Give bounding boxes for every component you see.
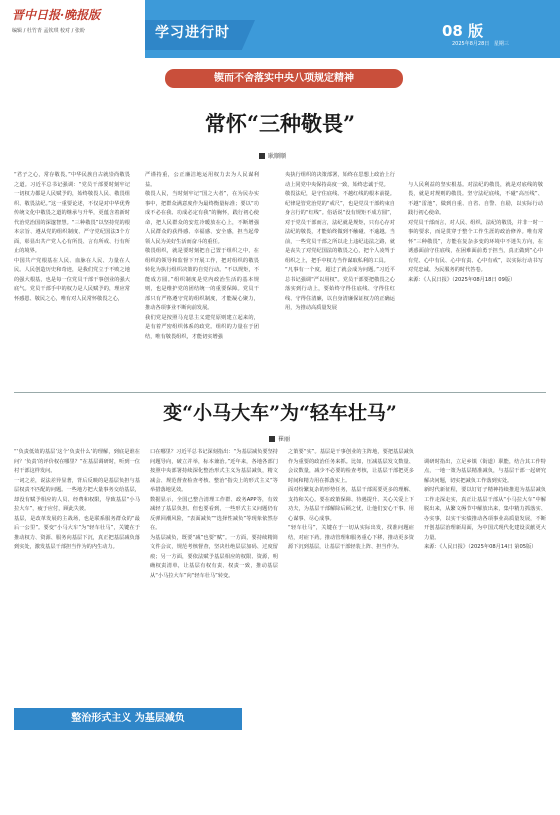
weekday-text: 星期三	[493, 41, 509, 47]
editors-line: 编辑 / 杜竹青 孟钦琪 校对 / 张盼	[12, 28, 85, 34]
article1-byline	[259, 151, 286, 160]
bottom-topic-bar: 整治形式主义 为基层减负	[14, 708, 242, 730]
article1-column-2: 严谨持重，公正廉洁地运用权力去为人民谋利益。 敬畏人民，当时刻牢记“国之大者”，在为民办实事中，把群众满意度作为最终衡量标准；要以“功成不必在我、功成必定有我”的胸怀，践行初心使命，把人民群众的安危冷暖放在心上，不断增强人民群众的获得感、幸福感、安全感，担当起带领人民为美好生活而奋斗的重任。 敬畏组织，就是要时刻把自己置于组织之中，在组织的领导和监督下开展工作，把对组织的敬畏转化为执行组织决策的自觉行动。“不以规矩，不能成方圆。”组织制度是党内政治生活的基本规则，也是维护党的团结统一的重要保障。党员干部只有严格遵守党的组织制度，才能凝心聚力，推动各项事业不断向前发展。 我们党是按照马克思主义建党原则建立起来的，是有着严密组织体系的政党。组织的力量在于团结，唯有敬畏组织，才能切实增强	[145, 172, 259, 340]
article1-source: 来源：《人民日报》（2025年08月18日 09版）	[408, 276, 516, 283]
article2-column-3: 之策要“实”。基层是干事创业的主阵地，要把基层减负作为重要的政治任务来抓。比如，压减基层发文数量、会议数量，减少不必要的检查考核，让基层干部把更多时间和精力用在抓落实上。 面对纷繁复杂的形势任务，基层干部需要更多的理解、支持和关心。要在政策保障、待遇提升、关心关爱上下功夫，为基层干部解除后顾之忧，让他们安心干事、用心谋事、尽心成事。 “轻车壮马”，关键在于一切从实际出发，找准问题症结，对症下药。推动管理和服务重心下移，推动更多资源下沉到基层，让基层干部轻装上阵、担当作为。	[288, 449, 414, 550]
masthead-left	[12, 6, 122, 34]
issue-date	[452, 40, 512, 47]
article1-column-3: 央执行组织的决策部署，始终在思想上政治上行动上同党中央保持高度一致，始终忠诚于党。 敬畏法纪，是守住底线、不越红线的根本前提。纪律是管党治党的“戒尺”，也是党员干部约束自身言行的“红线”。俗话说“没有规矩不成方圆”，对于党员干部而言，法纪就是规矩，只有心存对法纪的敬畏，才能始终做到不触碰、不逾越。当前，一些党员干部之所以走上违纪违法之路，就是丧失了对党纪国法的敬畏之心，把个人凌驾于组织之上，把手中权力当作谋取私利的工具。 “凡事有一个度，超过了就会成为问题。”习近平总书记强调“严以用权”。党员干部要把敬畏之心落实到行动上，要始终守得住底线、守得住红线、守得住清廉，以自身清廉保证权力的正确运用，为推动高质量发展	[285, 172, 395, 311]
article2-author: 崔丽	[278, 436, 291, 443]
article1-column-1: “君子之心，常存敬畏。”中华民族自古就崇尚敬畏之道。习近平总书记强调：“党员干部要时刻牢记一切权力都是人民赋予的，始终敬畏人民、敬畏组织、敬畏法纪。”这一重要论述，不仅是对中华优秀传统文化中敬畏之道的继承与升华，更蕴含着新时代治党治国的深邃智慧。“三种敬畏”以坚持党的根本宗旨、遵从党的组织制度、严守党纪国法3个方面，彰显出共产党人心有所畏、言有所戒、行有所止的境界。 中国共产党根基在人民、血脉在人民、力量在人民。人民创造历史和奇迹，是我们党立于不败之地的强大根基，也是每一位党员干部干事创业的强大底气。党员干部手中的权力是人民赋予的，理应常怀感恩、敬民之心，唯有对人民常怀敬畏之心，	[14, 172, 130, 302]
byline-square-icon	[259, 153, 265, 159]
article2-column-1: “‘负责低效的基层’这个‘负责什么’的理解，到底是谁在问？‘负责’的评价权在哪里？”在基层调研时，听到一位村干部这样发问。 一词之差，说法差异显著，背后反映的是基层负担与基层权责不匹配的问题。一些地方把大量事务交给基层，却没有赋予相应的人员、经费和权限，导致基层“小马拉大车”，疲于应付，顾此失彼。 基层，是改革发展的主战场，也是联系服务群众的“最后一公里”。要变“小马大车”为“轻车壮马”，关键在于推动权力、资源、服务向基层下沉，真正把基层减负落到实处，激发基层干部担当作为的内生动力。	[14, 449, 140, 550]
article1-title: 常怀“三种敬畏”	[204, 111, 356, 136]
forum-title-bar: 锲而不舍落实中央八项规定精神	[165, 69, 403, 88]
byline-square-icon	[269, 436, 275, 442]
section-title: 学习进行时	[155, 25, 230, 41]
paper-name: 晋中日报·晚报版	[12, 8, 101, 22]
article2-byline	[269, 434, 290, 443]
article2-column-2: 口在哪里？习近平总书记深刻指出：“为基层减负要坚持问题导向，破立并举，标本兼治。”近年来，各地各部门按照中央部署持续深化整治形式主义为基层减负，精文减会、规范督查检查考核、整治“指尖上的形式主义”等举措落地见效。 数据显示，全国已整合清理工作群、政务APP等，有效减轻了基层负担。但也要看到，一些形式主义问题仍有反弹回潮风险，“表面减负”“选择性减负”等现象依然存在。 为基层减负，既要“减”也要“赋”。一方面，要持续精简文件会议，规范考核督查，坚决杜绝层层加码、过度留痕；另一方面，要依法赋予基层相应的权限、资源，明确权责清单，让基层有权有责、权责一致，推动基层从“小马拉大车”向“轻车壮马”转变。	[150, 449, 278, 579]
article2-column-4-text: 调研时指出，立足乡镇（街道）职能，结合其工作特点，一地一策为基层精准减负，与基层干部一起研究解决问题，切实把减负工作落到实处。 新时代新征程，要以钉钉子精神持续推进为基层减负工作走深走实，真正让基层干部从“小马拉大车”中解脱出来，从繁文缛节中解放出来，集中精力抓落实、办实事，以实干实绩推动各项事业高质量发展，不断开创基层治理新局面，为中国式现代化建设贡献更大力量。	[424, 458, 546, 541]
date-text: 2025年8月28日	[452, 41, 490, 47]
article2-title: 变“小马大车”为“轻车壮马”	[163, 402, 397, 424]
article1-author: 耿顺顺	[268, 153, 287, 160]
article2-column-4	[424, 448, 546, 796]
article2-source: 来源：《人民日报》（2025年08月14日 第05版）	[424, 544, 537, 550]
article1-column-4	[408, 171, 543, 390]
page-number: 08 版	[442, 22, 484, 40]
article-divider	[14, 392, 546, 393]
masthead	[0, 0, 560, 58]
article1-column-4-text: 与人民利益的坚实根基。对法纪的敬畏，就是对底线的敬畏，就是对规则的敬畏。坚守法纪底线，不碰“高压线”、不越“雷池”，做到自重、自省、自警、自励，以实际行动践行初心使命。 对党员干部而言，对人民、组织、法纪的敬畏，并非一时一事的要求，而是贯穿于整个工作生涯的政治修养。唯有常怀“三种敬畏”，方能在复杂多变的环境中不迷失方向，在诱惑面前守住底线，在困难面前勇于担当，真正做到“心中有党、心中有民、心中有责、心中有戒”，以实际行动书写对党忠诚、为民服务的时代答卷。	[408, 181, 543, 273]
